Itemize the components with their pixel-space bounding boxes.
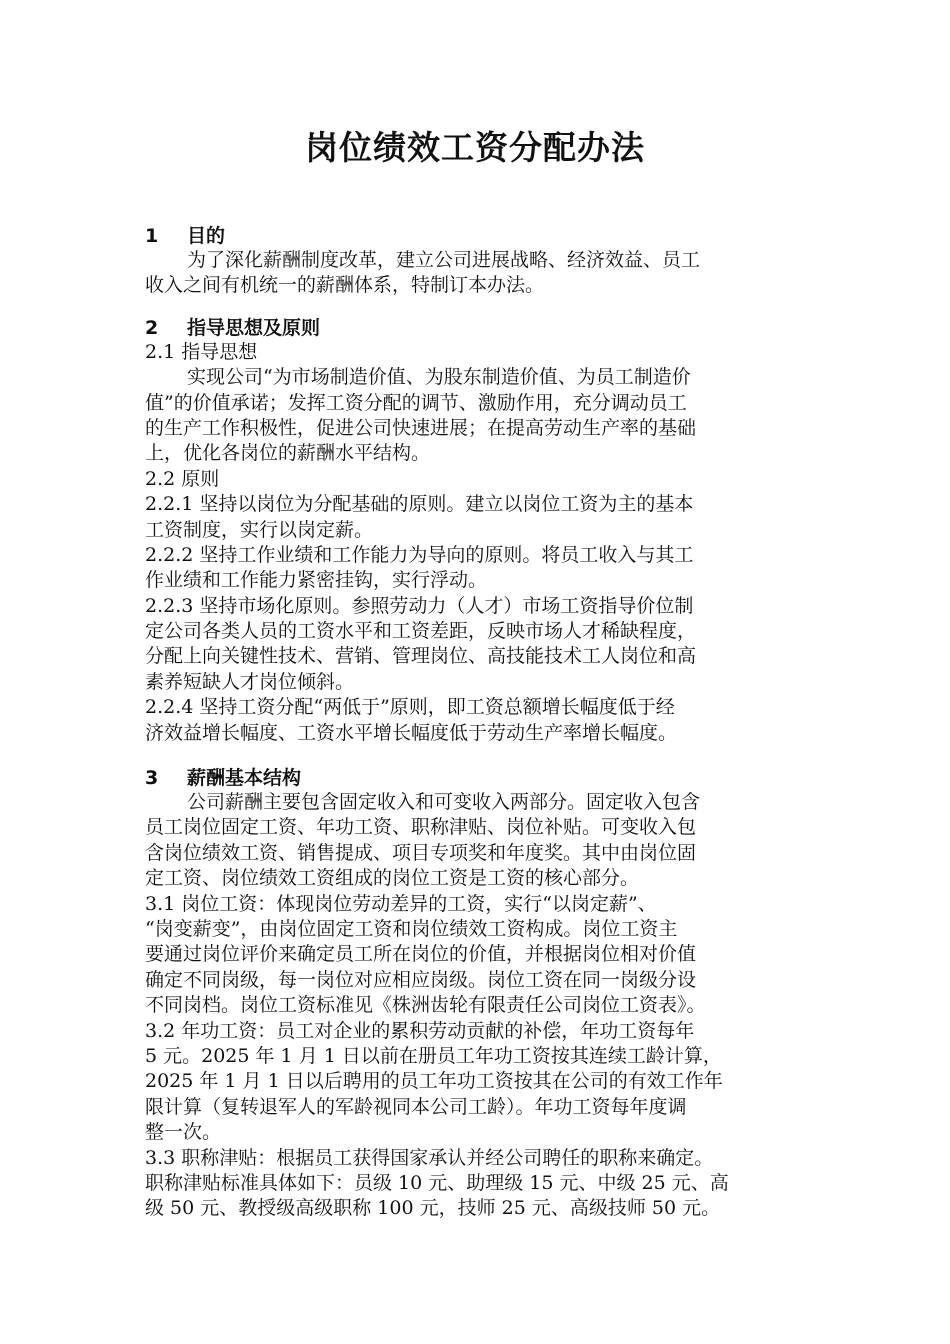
paragraph-line: 员工岗位固定工资、年功工资、职称津贴、岗位补贴。可变收入包 [145, 816, 697, 839]
paragraph-line: 2.2.3 坚持市场化原则。参照劳动力（人才）市场工资指导价位制 [145, 594, 694, 617]
paragraph-line: 确定不同岗级，每一岗位对应相应岗级。岗位工资在同一岗级分设 [145, 968, 697, 991]
paragraph-line: 为了深化薪酬制度改革，建立公司进展战略、经济效益、员工 [187, 249, 701, 271]
paragraph-line: 分配上向关键性技术、营销、管理岗位、高技能技术工人岗位和高 [145, 645, 697, 668]
paragraph-line: 定工资、岗位绩效工资组成的岗位工资是工资的核心部分。 [145, 867, 640, 890]
paragraph-line: 不同岗档。岗位工资标准见《株洲齿轮有限责任公司岗位工资表》。 [145, 994, 706, 1017]
paragraph-line: 3.2 年功工资：员工对企业的累积劳动贡献的补偿，年功工资每年 [145, 1019, 695, 1042]
paragraph-line: 实现公司“为市场制造价值、为股东制造价值、为员工制造价 [187, 366, 691, 389]
paragraph-line: 济效益增长幅度、工资水平增长幅度低于劳动生产率增长幅度。 [145, 721, 678, 744]
paragraph-line: 3.1 岗位工资：体现岗位劳动差异的工资，实行“以岗定薪”、 [145, 892, 657, 915]
paragraph-line: “岗变薪变”，由岗位固定工资和岗位绩效工资构成。岗位工资主 [145, 917, 678, 940]
subsection-heading: 2.1 指导思想 [145, 340, 258, 363]
paragraph-line: 上，优化各岗位的薪酬水平结构。 [145, 442, 431, 465]
subsection-heading: 2.2 原则 [145, 467, 220, 490]
paragraph-line: 限计算（复转退军人的军龄视同本公司工龄）。年功工资每年度调 [145, 1095, 687, 1118]
section-2-heading [145, 316, 813, 340]
paragraph-line: 2025 年 1 月 1 日以后聘用的员工年功工资按其在公司的有效工作年 [145, 1070, 723, 1093]
paragraph-line: 职称津贴标准具体如下：员级 10 元、助理级 15 元、中级 25 元、高 [145, 1171, 729, 1194]
paragraph-line: 要通过岗位评价来确定员工所在岗位的价值，并根据岗位相对价值 [145, 943, 697, 966]
section-number: 1 [145, 225, 159, 247]
paragraph-line: 含岗位绩效工资、销售提成、项目专项奖和年度奖。其中由岗位固 [145, 841, 697, 864]
paragraph-line: 公司薪酬主要包含固定收入和可变收入两部分。固定收入包含 [187, 791, 701, 814]
paragraph-line: 作业绩和工作能力紧密挂钩，实行浮动。 [145, 569, 488, 592]
section-3-heading [145, 766, 813, 790]
section-title: 指导思想及原则 [187, 316, 321, 339]
paragraph-line: 2.2.1 坚持以岗位为分配基础的原则。建立以岗位工资为主的基本 [145, 493, 694, 516]
section-number: 2 [145, 316, 159, 339]
paragraph-line: 3.3 职称津贴：根据员工获得国家承认并经公司聘任的职称来确定。 [145, 1146, 714, 1169]
paragraph-line: 定公司各类人员的工资水平和工资差距，反映市场人才稀缺程度， [145, 620, 697, 643]
paragraph-line: 工资制度，实行以岗定薪。 [145, 518, 374, 541]
paragraph-line: 的生产工作积极性，促进公司快速进展；在提高劳动生产率的基础 [145, 416, 697, 439]
document-body [145, 224, 813, 1222]
paragraph-line: 5 元。2025 年 1 月 1 日以前在册员工年功工资按其连续工龄计算， [145, 1044, 722, 1067]
section-title: 目的 [187, 225, 226, 247]
page-title: 岗位绩效工资分配办法 [305, 128, 645, 167]
paragraph-line: 值”的价值承诺；发挥工资分配的调节、激励作用，充分调动员工 [145, 391, 687, 414]
section-number: 3 [145, 767, 159, 790]
paragraph-line: 2.2.2 坚持工作业绩和工作能力为导向的原则。将员工收入与其工 [145, 543, 694, 566]
paragraph-line: 收入之间有机统一的薪酬体系，特制订本办法。 [145, 274, 545, 297]
section-1-heading [145, 224, 813, 248]
paragraph-line: 素养短缺人才岗位倾斜。 [145, 670, 355, 693]
section-title: 薪酬基本结构 [187, 767, 302, 790]
paragraph-line: 级 50 元、教授级高级职称 100 元，技师 25 元、高级技师 50 元。 [145, 1197, 721, 1220]
paragraph-line: 2.2.4 坚持工资分配“两低于”原则，即工资总额增长幅度低于经 [145, 696, 675, 719]
paragraph-line: 整一次。 [145, 1121, 222, 1144]
